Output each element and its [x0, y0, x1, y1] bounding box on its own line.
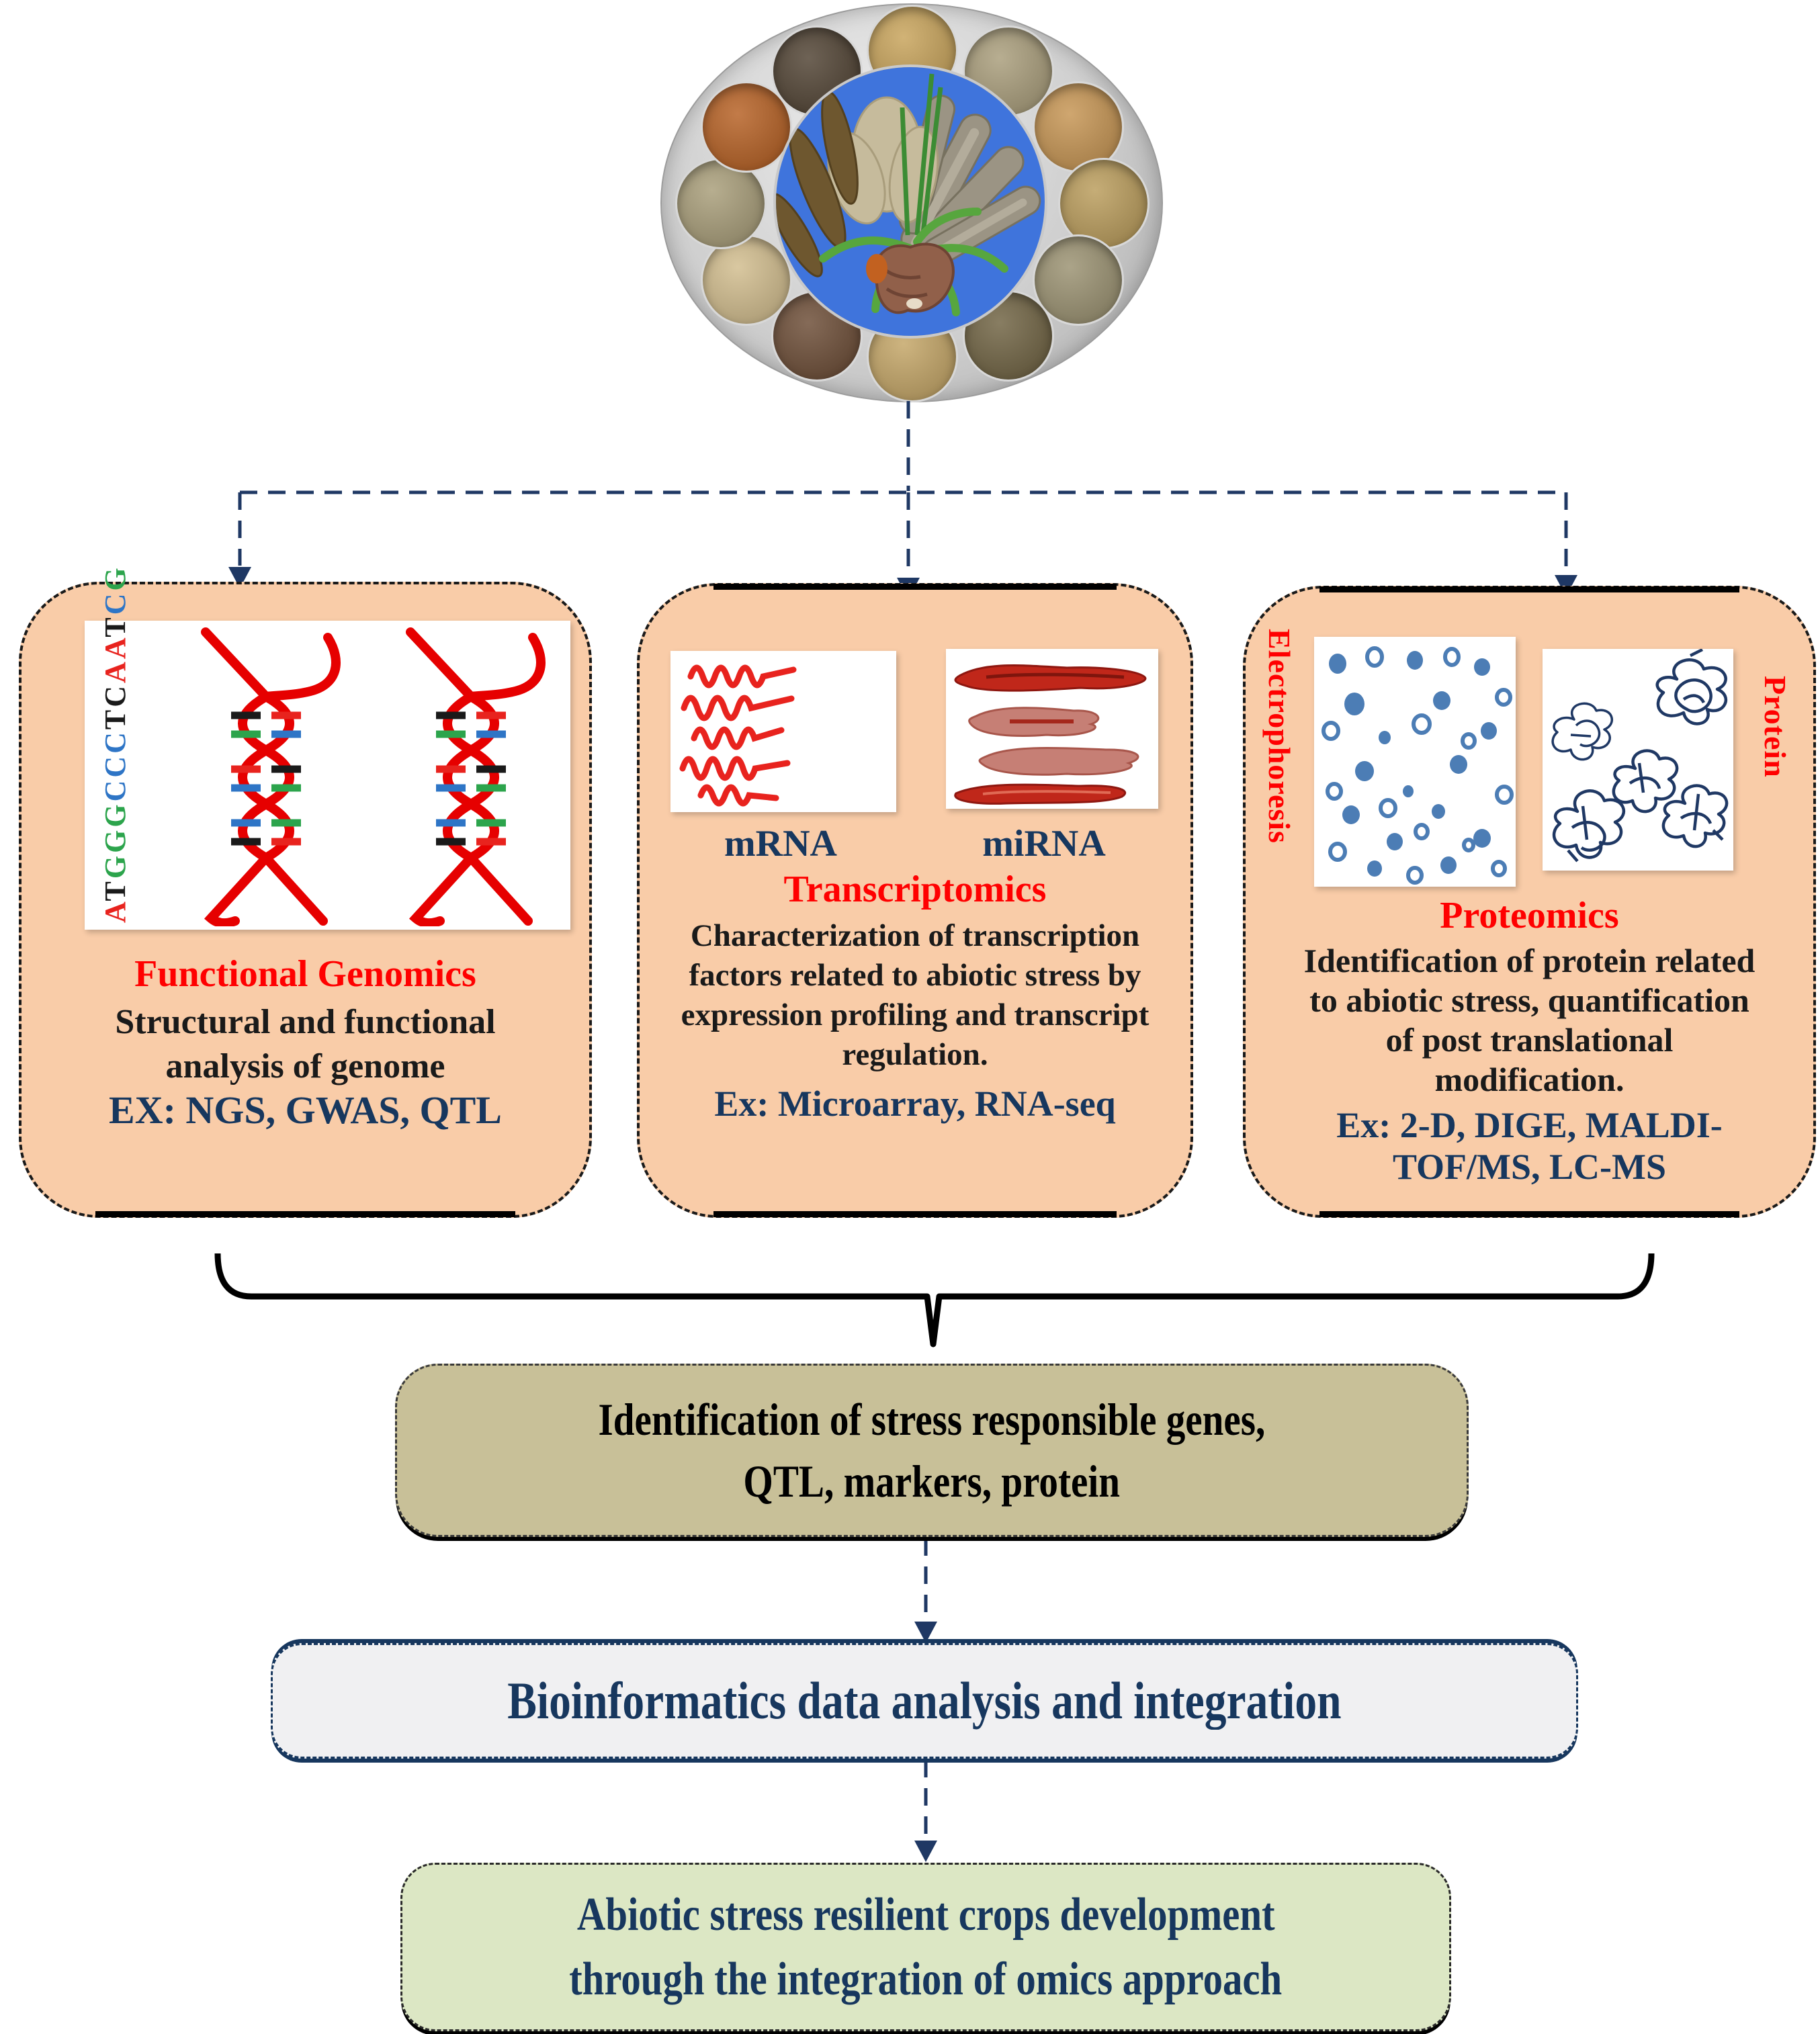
transcriptomics-box — [637, 583, 1193, 1218]
millet-seed-wheel-image — [660, 3, 1160, 400]
identification-line: QTL, markers, protein — [743, 1456, 1121, 1507]
dna-sequence-text — [94, 565, 137, 923]
sequence-letter: C — [99, 729, 132, 754]
sequence-letter: C — [99, 777, 132, 802]
mirna-label: miRNA — [982, 823, 1106, 865]
outcome-box — [400, 1863, 1451, 2031]
sequence-letter: G — [99, 827, 132, 853]
transcriptomics-desc-line: factors related to abiotic stress by — [689, 958, 1141, 993]
proteomics-desc-line: to abiotic stress, quantification — [1309, 981, 1749, 1019]
sequence-letter: G — [99, 852, 132, 879]
proteomics-example-line: TOF/MS, LC-MS — [1392, 1147, 1667, 1187]
mirna-rods-illustration — [946, 649, 1158, 809]
sequence-letter: T — [99, 879, 132, 901]
transcriptomics-example: Ex: Microarray, RNA-seq — [714, 1084, 1116, 1124]
mrna-label: mRNA — [724, 823, 837, 865]
box-shadow-edge — [1319, 1211, 1739, 1217]
millet-photo-illustration — [776, 67, 1045, 336]
protein-scribbles-illustration — [1543, 649, 1733, 871]
sequence-letter: A — [99, 637, 132, 660]
box-shadow-edge — [713, 584, 1117, 590]
protein-panel — [1543, 649, 1733, 871]
mrna-panel — [670, 651, 896, 812]
transcriptomics-desc-line: expression profiling and transcript — [681, 998, 1150, 1032]
gel-spots-illustration — [1314, 637, 1516, 887]
outcome-line: through the integration of omics approach — [569, 1953, 1283, 2005]
genomics-desc-line: Structural and functional — [115, 1003, 496, 1041]
sequence-letter: A — [99, 659, 132, 683]
dna-panel — [85, 565, 570, 930]
transcriptomics-desc-line: Characterization of transcription — [690, 918, 1140, 953]
sequence-letter: G — [99, 565, 132, 591]
electrophoresis-label: Electrophoresis — [1262, 629, 1297, 844]
mirna-panel — [946, 649, 1158, 809]
sequence-letter: C — [99, 753, 132, 778]
outcome-line: Abiotic stress resilient crops development — [576, 1888, 1275, 1941]
proteomics-desc-line: modification. — [1434, 1061, 1624, 1098]
box-shadow-edge — [713, 1211, 1117, 1217]
bioinformatics-box — [271, 1643, 1578, 1759]
bioinformatics-label: Bioinformatics data analysis and integration — [507, 1671, 1342, 1730]
sequence-letter: G — [99, 801, 132, 828]
identification-line: Identification of stress responsible genes, — [598, 1394, 1266, 1445]
sequence-letter: A — [99, 901, 132, 923]
protein-label: Protein — [1758, 676, 1792, 778]
proteomics-example-line: Ex: 2-D, DIGE, MALDI- — [1336, 1105, 1723, 1145]
mrna-squiggles-illustration — [670, 651, 896, 812]
genomics-title: Functional Genomics — [134, 953, 476, 995]
sequence-letter: C — [99, 682, 132, 707]
genomics-example: EX: NGS, GWAS, QTL — [109, 1088, 502, 1132]
box-shadow-edge — [1319, 586, 1739, 592]
proteomics-title: Proteomics — [1440, 895, 1619, 936]
genomics-desc-line: analysis of genome — [165, 1047, 445, 1086]
genomics-box — [19, 565, 592, 1218]
box-shadow-edge — [95, 1211, 515, 1217]
identification-box — [395, 1364, 1469, 1537]
merge-brace — [218, 1253, 1651, 1344]
sequence-letter: T — [99, 707, 132, 730]
sequence-letter: T — [99, 615, 132, 637]
proteomics-desc-line: of post translational — [1385, 1021, 1674, 1059]
gel-panel — [1314, 637, 1516, 887]
proteomics-desc-line: Identification of protein related — [1303, 942, 1756, 979]
transcriptomics-title: Transcriptomics — [783, 869, 1047, 910]
proteomics-box — [1243, 586, 1816, 1218]
sequence-letter: C — [99, 590, 132, 615]
dna-helix-illustration — [172, 624, 565, 926]
transcriptomics-desc-line: regulation. — [842, 1037, 988, 1072]
millet-plant-photo — [776, 67, 1045, 336]
